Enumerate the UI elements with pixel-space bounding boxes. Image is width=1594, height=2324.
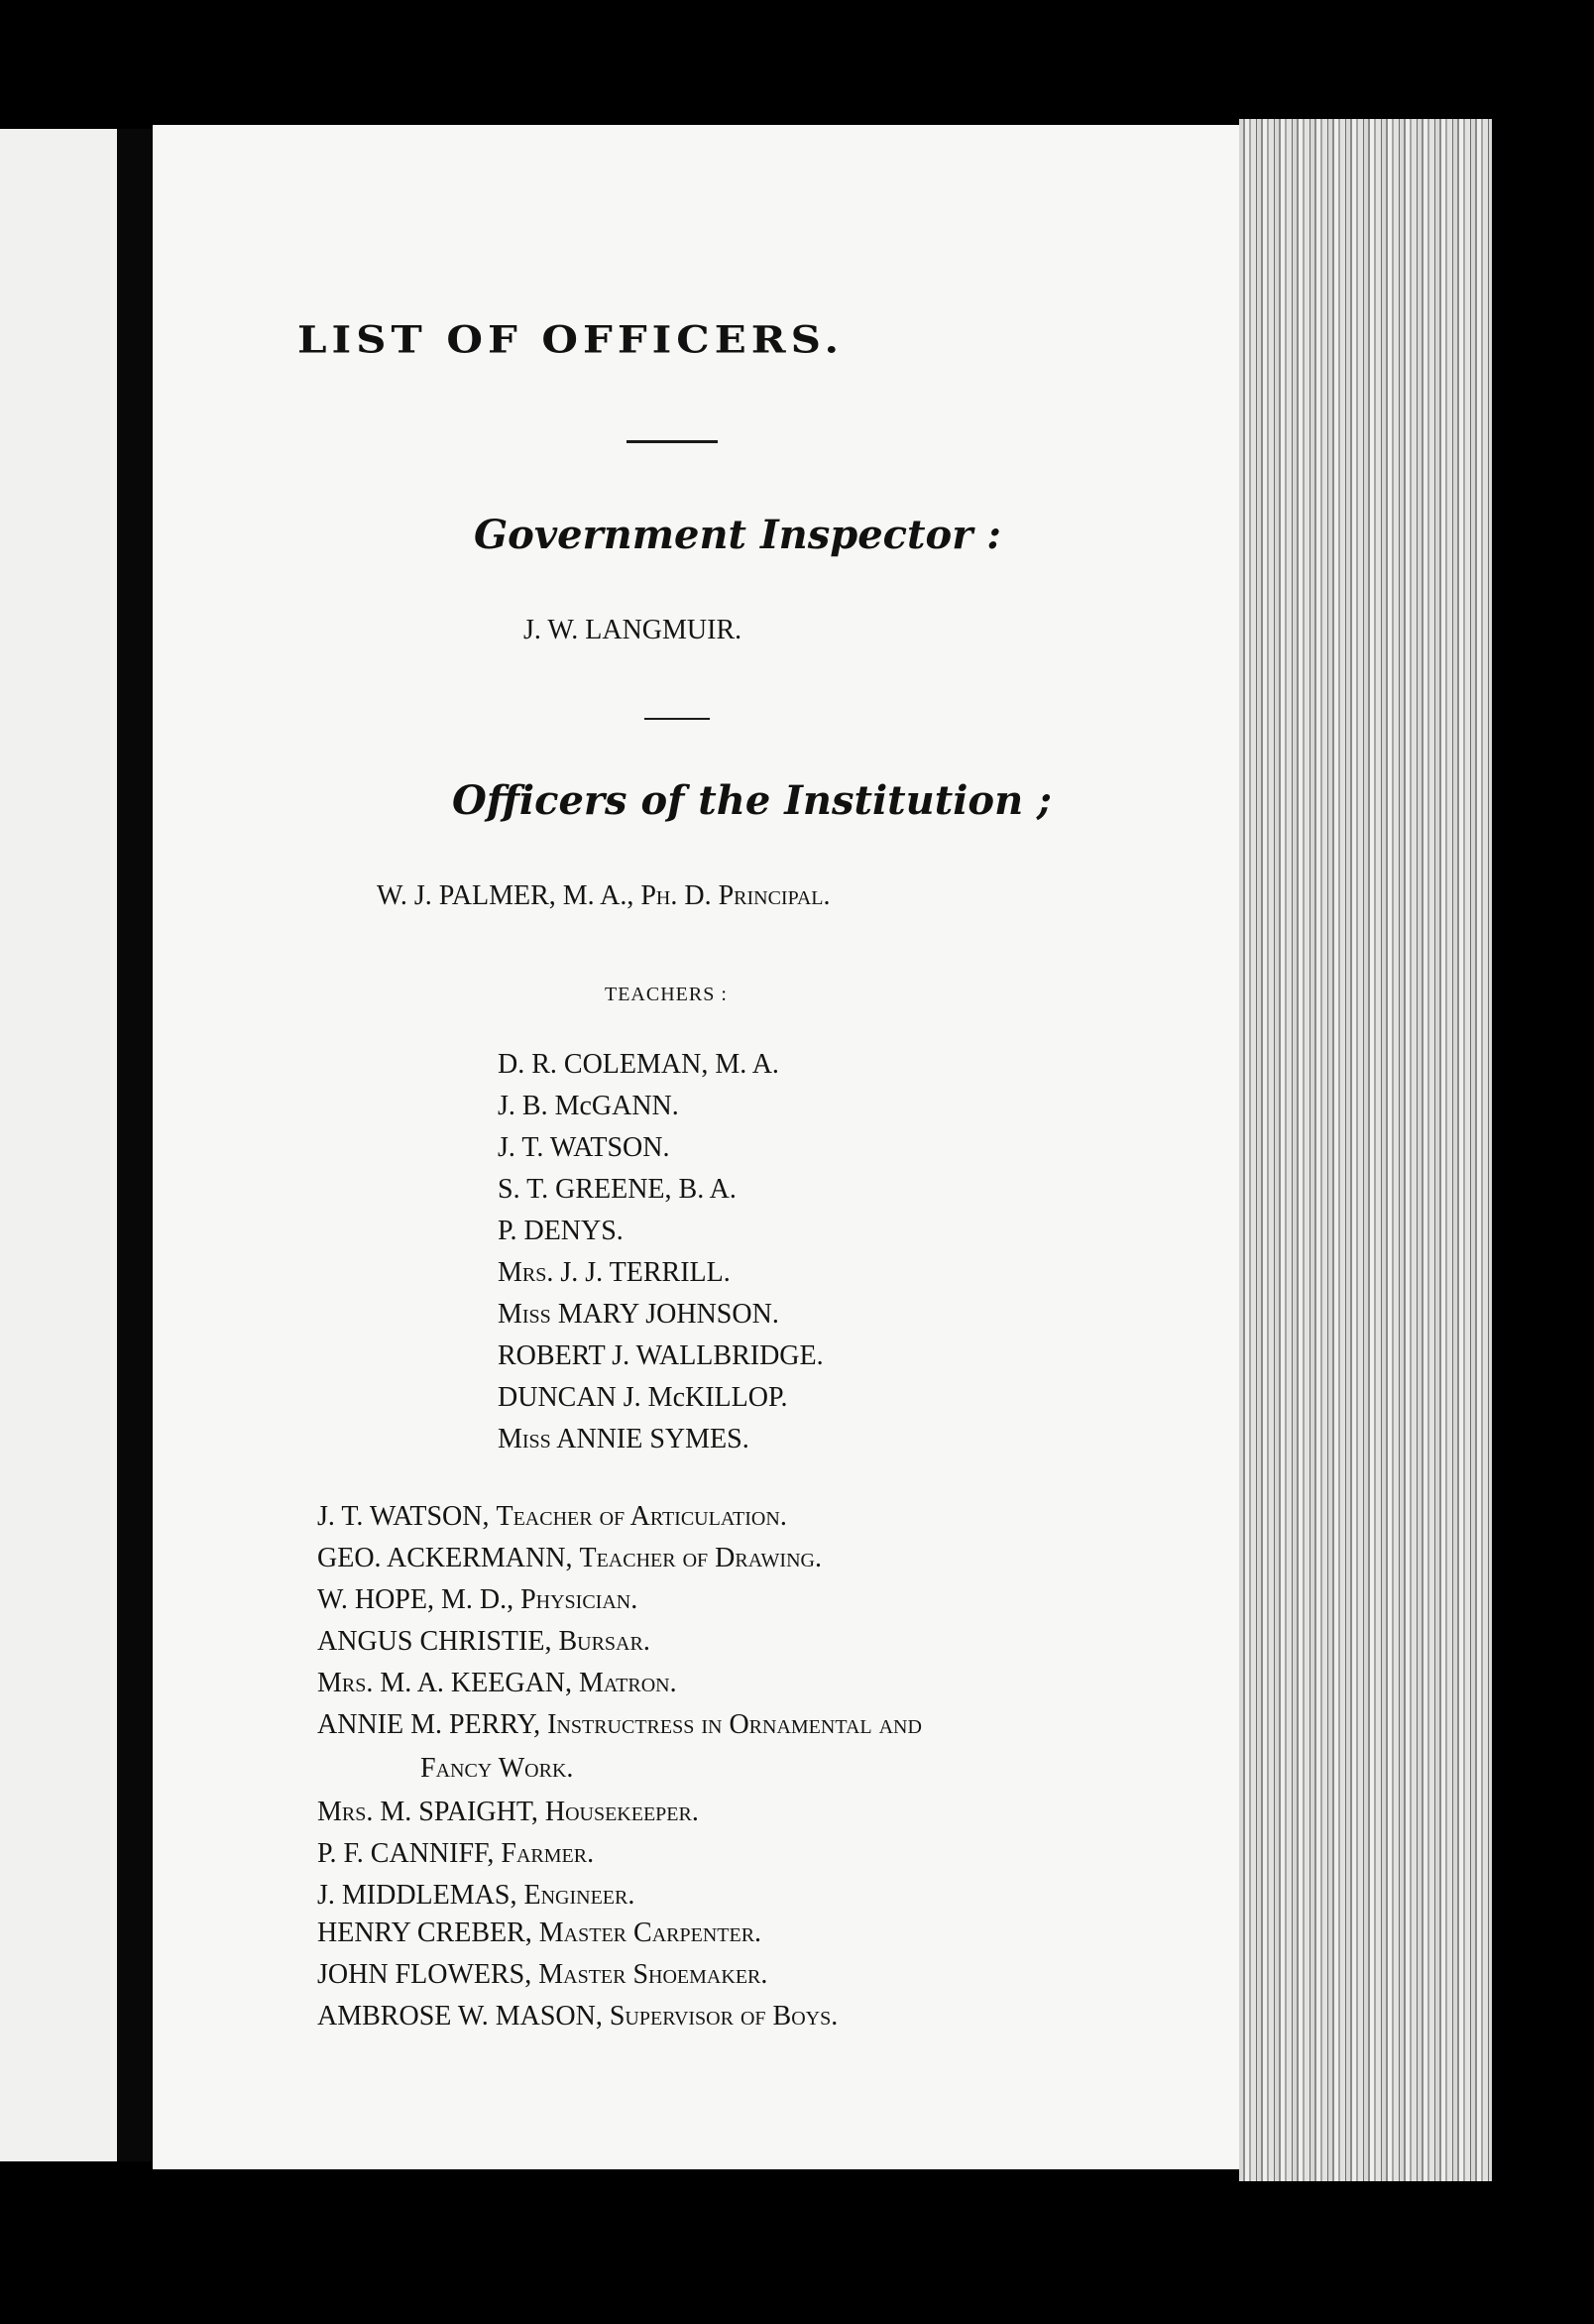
staff-row: Mrs. M. SPAIGHT, Housekeeper. (317, 1797, 699, 1827)
teacher-row: ROBERT J. WALLBRIDGE. (498, 1340, 824, 1371)
staff-row: AMBROSE W. MASON, Supervisor of Boys. (317, 2001, 839, 2032)
staff-row: P. F. CANNIFF, Farmer. (317, 1838, 595, 1869)
teacher-row: S. T. GREENE, B. A. (498, 1174, 737, 1205)
teacher-row: DUNCAN J. McKILLOP. (498, 1382, 788, 1413)
teacher-row: J. B. McGANN. (498, 1091, 679, 1121)
staff-row: HENRY CREBER, Master Carpenter. (317, 1917, 762, 1948)
staff-row: W. HOPE, M. D., Physician. (317, 1584, 638, 1615)
principal-title: Ph. D. Principal. (640, 880, 831, 911)
teacher-row: J. T. WATSON. (498, 1132, 670, 1163)
book-page (153, 125, 1239, 2169)
teacher-row: Mrs. J. J. TERRILL. (498, 1257, 731, 1288)
staff-row: J. T. WATSON, Teacher of Articulation. (317, 1501, 787, 1532)
book-gutter (117, 129, 153, 2161)
teacher-row: D. R. COLEMAN, M. A. (498, 1049, 779, 1080)
staff-row: JOHN FLOWERS, Master Shoemaker. (317, 1959, 768, 1990)
teacher-row: Miss MARY JOHNSON. (498, 1299, 779, 1330)
teacher-row: P. DENYS. (498, 1216, 624, 1246)
staff-row: GEO. ACKERMANN, Teacher of Drawing. (317, 1543, 822, 1573)
title-divider (626, 440, 718, 443)
page-title: LIST OF OFFICERS. (297, 317, 845, 362)
teachers-label: TEACHERS : (605, 984, 728, 1005)
staff-row: J. MIDDLEMAS, Engineer. (317, 1880, 635, 1911)
teacher-row: Miss ANNIE SYMES. (498, 1424, 749, 1454)
principal-line (377, 880, 831, 912)
inspector-name: J. W. LANGMUIR. (523, 615, 742, 645)
staff-row: ANGUS CHRISTIE, Bursar. (317, 1626, 650, 1657)
staff-row-continuation: Fancy Work. (420, 1753, 574, 1784)
staff-row: Mrs. M. A. KEEGAN, Matron. (317, 1668, 677, 1698)
principal-name: W. J. PALMER, M. A., (377, 880, 641, 911)
staff-row: ANNIE M. PERRY, Instructress in Ornamental and (317, 1709, 922, 1740)
institution-heading: Officers of the Institution ; (452, 777, 1052, 824)
left-page-edge (0, 129, 117, 2161)
inspector-heading: Government Inspector : (474, 512, 1001, 558)
inspector-divider (644, 718, 710, 720)
page-edges (1239, 119, 1492, 2181)
